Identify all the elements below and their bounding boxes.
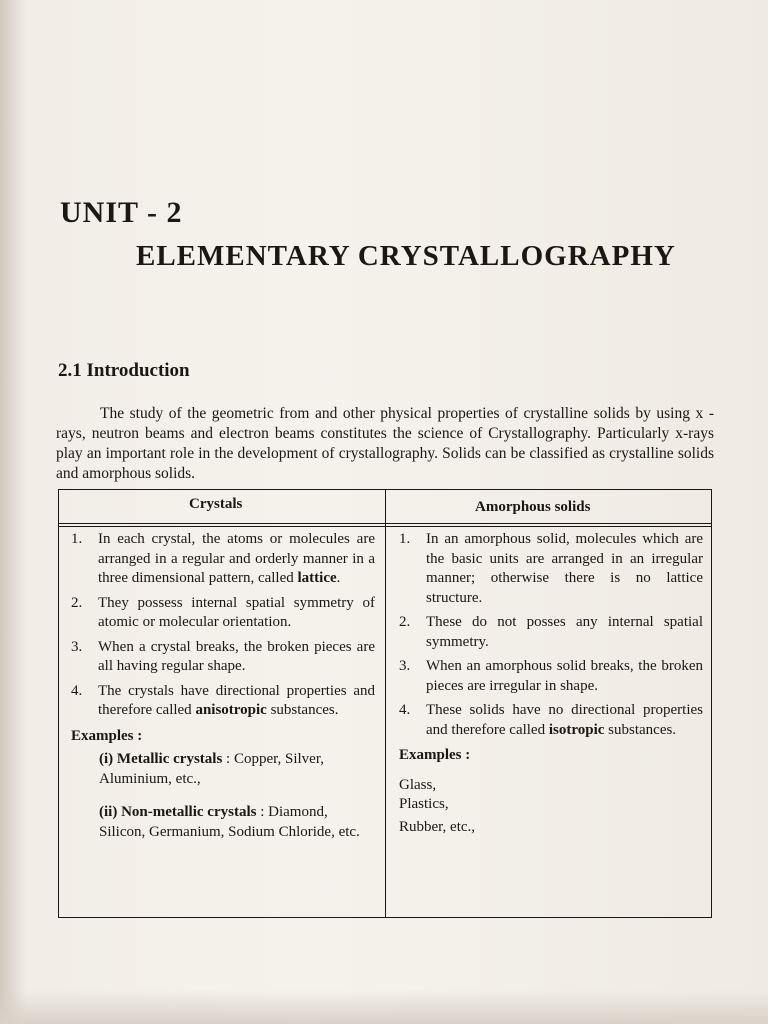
header-amorphous: Amorphous solids [475, 499, 591, 515]
amorphous-item-term: isotropic [548, 721, 605, 738]
amorphous-examples-label: Examples : [399, 747, 471, 763]
amorphous-example-1: Glass, [399, 776, 437, 793]
amorphous-item-text-end: substances. [604, 721, 677, 738]
crystals-example-type: (i) Metallic crystals [99, 751, 223, 767]
comparison-table [58, 489, 712, 918]
crystals-item-text [98, 594, 375, 633]
crystals-item-number: 2. [71, 594, 83, 611]
unit-label: UNIT - 2 [60, 196, 183, 229]
crystals-item-text-end: . [336, 570, 341, 586]
crystals-item-3 [71, 638, 375, 677]
amorphous-item-number: 3. [399, 658, 411, 674]
amorphous-item-1 [399, 530, 703, 608]
amorphous-item-3 [399, 657, 703, 696]
amorphous-example-3: Rubber, etc., [399, 818, 476, 835]
amorphous-item-text [426, 613, 703, 652]
intro-paragraph [56, 404, 714, 484]
crystals-item-text-main: The crystals have directional properties and therefore called [98, 682, 375, 718]
table-header-rule-double [59, 526, 711, 527]
amorphous-item-text-main: These solids have no directional properties and therefore called [426, 702, 703, 738]
amorphous-item-number: 2. [399, 614, 411, 630]
crystals-examples-label: Examples : [71, 727, 143, 744]
amorphous-item-text-main: In an amorphous solid, molecules which are the basic units are arranged in an irregular manner; otherwise there is no lattice structure. [426, 531, 703, 606]
amorphous-item-4 [399, 701, 703, 740]
section-heading: 2.1 Introduction [58, 360, 190, 381]
amorphous-item-text [426, 657, 703, 696]
crystals-example-1 [71, 750, 375, 789]
crystals-item-4 [71, 682, 375, 721]
crystals-item-text [98, 530, 375, 589]
crystals-item-text-end: substances. [266, 702, 339, 718]
chapter-title: ELEMENTARY CRYSTALLOGRAPHY [136, 240, 676, 272]
amorphous-item-text-main: These do not posses any internal spatial symmetry. [426, 614, 703, 650]
show-through-texture [40, 92, 700, 212]
crystals-example-2 [71, 803, 375, 842]
amorphous-item-2 [399, 613, 703, 652]
amorphous-examples-list [399, 776, 703, 838]
amorphous-item-text [426, 530, 703, 608]
amorphous-item-text [426, 701, 703, 740]
table-header-rule [59, 523, 711, 524]
crystals-item-number: 4. [71, 682, 83, 699]
crystals-item-1 [71, 530, 375, 589]
amorphous-item-number: 4. [399, 702, 411, 718]
crystals-item-term: lattice [297, 570, 337, 586]
amorphous-column [399, 530, 703, 837]
amorphous-item-text-main: When an amorphous solid breaks, the broken pieces are irregular in shape. [426, 658, 703, 694]
crystals-item-number: 3. [71, 638, 83, 655]
page-bottom-shadow [0, 990, 768, 1024]
table-column-divider [385, 490, 386, 917]
crystals-item-text-main: In each crystal, the atoms or molecules are arranged in a regular and orderly manner in a three dimensional pattern, called [98, 531, 375, 586]
header-crystals: Crystals [189, 496, 243, 512]
crystals-item-text-main: They possess internal spatial symmetry of atomic or molecular orientation. [98, 594, 375, 630]
intro-text: The study of the geometric from and other physical properties of crystalline solids by using x - rays, neutron beams and electron beams constitutes the science of Crystallography. Particularly x-rays play an important role in the development of crystallography. Solids can be classified as crystalline solids and amorphous solids. [56, 405, 714, 482]
binding-shadow [0, 0, 26, 1024]
crystals-item-text [98, 638, 375, 677]
crystals-item-text [98, 682, 375, 721]
crystals-item-text-main: When a crystal breaks, the broken pieces are all having regular shape. [98, 638, 375, 674]
crystals-example-list: : Copper, Silver, Aluminium, etc., [99, 751, 324, 787]
crystals-item-term: anisotropic [195, 702, 267, 718]
crystals-item-number: 1. [71, 531, 83, 547]
crystals-example-type: (ii) Non-metallic crystals [99, 804, 257, 820]
crystals-column [71, 530, 375, 842]
crystals-example-list: : Diamond, Silicon, Germanium, Sodium Chloride, etc. [99, 804, 360, 840]
amorphous-example-2: Plastics, [399, 796, 449, 812]
crystals-item-2 [71, 594, 375, 633]
amorphous-item-number: 1. [399, 531, 411, 547]
